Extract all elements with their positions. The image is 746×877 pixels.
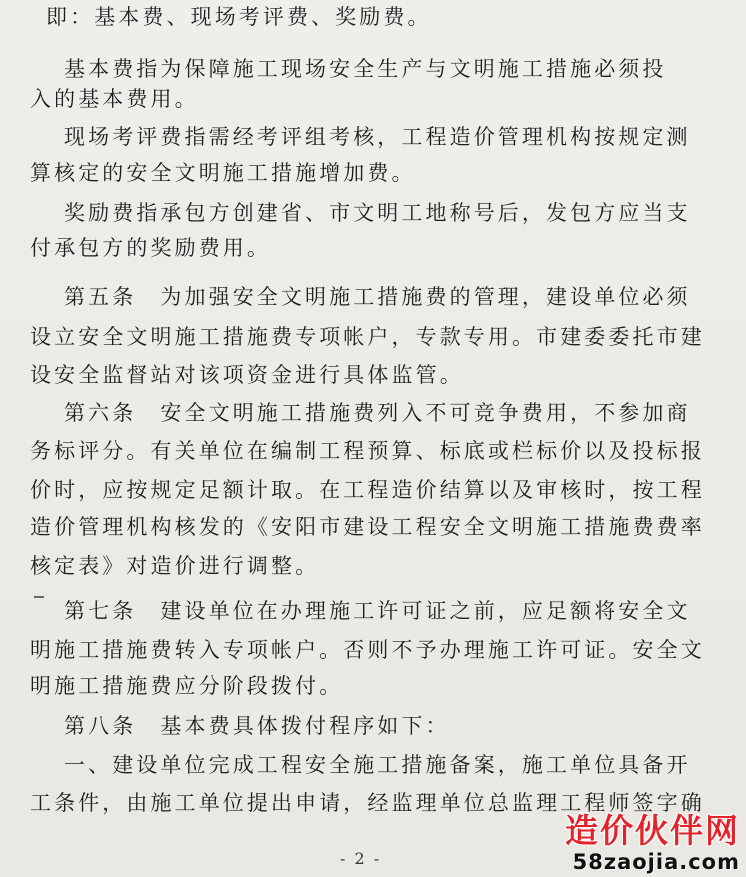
text-line-15: 核定表》对造价进行调整。 <box>30 554 320 578</box>
text-line-20: 一、建设单位完成工程安全施工措施备案，施工单位具备开 <box>64 753 691 777</box>
text-line-17: 明施工措施费转入专项帐户。否则不予办理施工许可证。安全文 <box>30 638 705 662</box>
text-line-21: 工条件，由施工单位提出申请，经监理单位总监理工程师签字确 <box>30 791 705 815</box>
text-line-14: 造价管理机构核发的《安阳市建设工程安全文明施工措施费费率 <box>30 515 705 539</box>
watermark <box>565 812 740 874</box>
watermark-url: 58zaojia.com <box>572 850 740 874</box>
text-line-9: 设立安全文明施工措施费专项帐户，专款专用。市建委委托市建 <box>30 325 705 349</box>
text-line-6: 奖励费指承包方创建省、市文明工地称号后，发包方应当支 <box>64 201 691 225</box>
text-line-2: 基本费指为保障施工现场安全生产与文明施工措施必须投 <box>64 57 667 81</box>
text-line-13: 价时，应按规定足额计取。在工程造价结算以及审核时，按工程 <box>30 478 705 502</box>
text-line-19: 第八条 基本费具体拨付程序如下： <box>64 714 450 738</box>
text-line-5: 算核定的安全文明施工措施增加费。 <box>30 161 416 185</box>
text-line-18: 明施工措施费应分阶段拨付。 <box>30 674 344 698</box>
text-line-10: 设安全监督站对该项资金进行具体监管。 <box>30 363 464 387</box>
text-line-8: 第五条 为加强安全文明施工措施费的管理，建设单位必须 <box>64 285 691 309</box>
page-number: - 2 - <box>340 849 382 868</box>
text-line-3: 入的基本费用。 <box>30 87 199 111</box>
text-line-4: 现场考评费指需经考评组考核，工程造价管理机构按规定测 <box>64 125 691 149</box>
scan-mark <box>34 596 44 598</box>
watermark-logo-text: 造价伙伴网 <box>565 811 740 850</box>
text-line-12: 务标评分。有关单位在编制工程预算、标底或栏标价以及投标报 <box>30 439 705 463</box>
text-line-1: 即：基本费、现场考评费、奖励费。 <box>46 5 432 29</box>
text-line-7: 付承包方的奖励费用。 <box>30 236 271 260</box>
text-line-16: 第七条 建设单位在办理施工许可证之前，应足额将安全文 <box>64 599 691 623</box>
text-line-11: 第六条 安全文明施工措施费列入不可竞争费用，不参加商 <box>64 401 691 425</box>
